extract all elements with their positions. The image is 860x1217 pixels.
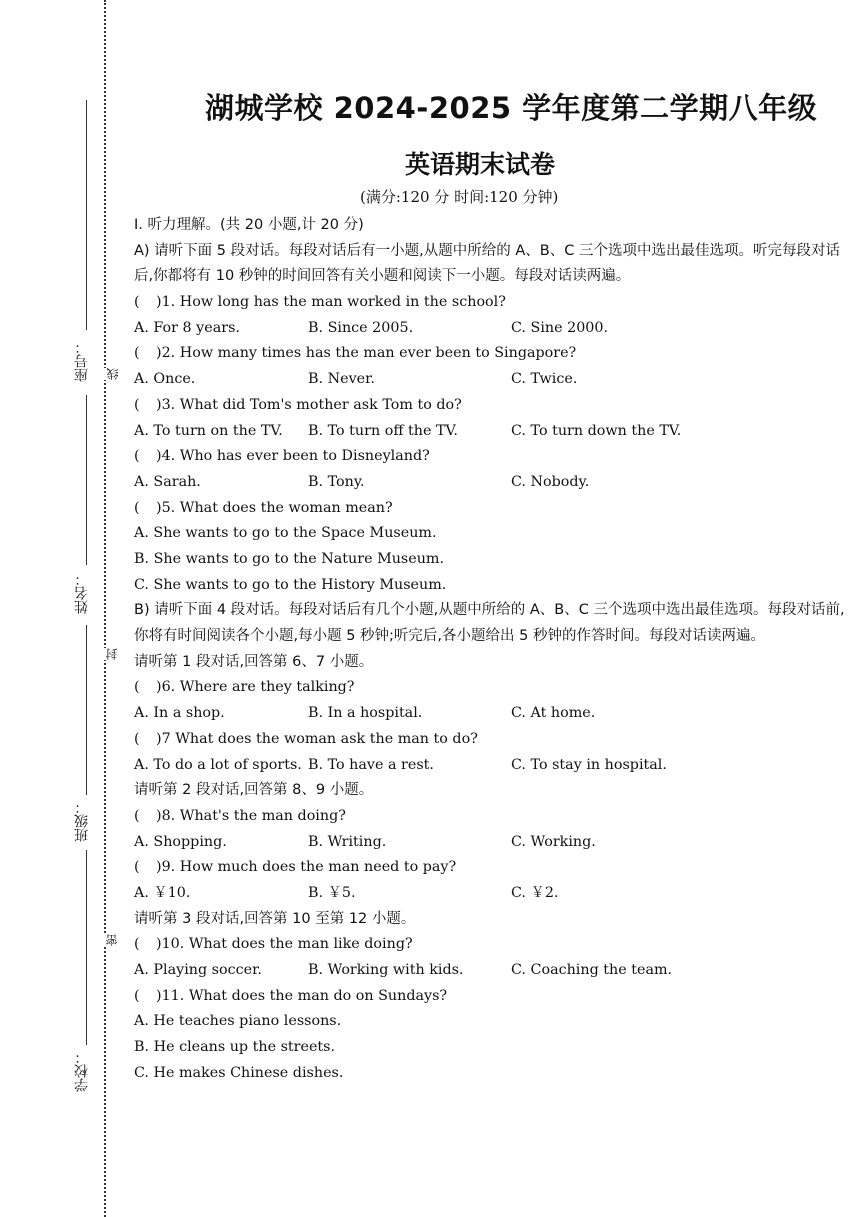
option-b: B. To turn off the TV.	[308, 422, 458, 439]
option-a: A. ￥10.	[134, 884, 191, 901]
exam-subtitle: 英语期末试卷	[405, 150, 556, 179]
school-label: 学校：	[74, 1050, 90, 1092]
options-6	[134, 701, 846, 727]
exam-content	[134, 213, 846, 1086]
question-7: ( )7 What does the woman ask the man to do?	[134, 727, 846, 753]
option-a: A. To turn on the TV.	[134, 422, 283, 439]
option-a: A. In a shop.	[134, 705, 225, 722]
question-9: ( )9. How much does the man need to pay?	[134, 855, 846, 881]
option-c: C. He makes Chinese dishes.	[134, 1064, 344, 1081]
option-c: C. She wants to go to the History Museum.	[134, 576, 447, 593]
answer-bracket[interactable]: (	[134, 448, 140, 465]
school-underline	[86, 850, 87, 1045]
options-3	[134, 419, 846, 445]
option-c: C. To turn down the TV.	[511, 422, 682, 439]
option-c: C. At home.	[511, 705, 596, 722]
answer-bracket[interactable]: (	[134, 499, 140, 516]
seat-label: 座号：	[74, 340, 90, 382]
option-a: A. Shopping.	[134, 833, 227, 850]
options-7	[134, 753, 846, 779]
answer-bracket[interactable]: (	[134, 936, 140, 953]
question-stem: 11. What does the man do on Sundays?	[161, 987, 448, 1004]
question-stem: 6. Where are they talking?	[161, 679, 355, 696]
dialog-3-instruction: 请听第 3 段对话,回答第 10 至第 12 小题。	[134, 910, 416, 927]
option-b: B. In a hospital.	[308, 705, 423, 722]
question-stem: 10. What does the man like doing?	[161, 936, 413, 953]
section-heading: I. 听力理解。(共 20 小题,计 20 分)	[134, 217, 364, 233]
seal-char-secret: 密	[105, 934, 119, 946]
class-label: 班级：	[74, 800, 90, 842]
question-stem: 9. How much does the man need to pay?	[161, 859, 457, 876]
answer-bracket[interactable]: (	[134, 807, 140, 824]
option-c: C. Working.	[511, 833, 596, 850]
dialog-1-instruction: 请听第 1 段对话,回答第 6、7 小题。	[134, 653, 374, 670]
option-a: A. Once.	[134, 371, 196, 388]
name-label: 姓名：	[74, 572, 90, 614]
options-10	[134, 958, 846, 984]
option-a: A. Sarah.	[134, 473, 201, 490]
answer-bracket[interactable]: (	[134, 679, 140, 696]
option-b: B. Tony.	[308, 473, 365, 490]
option-a: A. He teaches piano lessons.	[134, 1013, 342, 1030]
question-stem: 4. Who has ever been to Disneyland?	[161, 448, 430, 465]
question-stem: 1. How long has the man worked in the school?	[161, 294, 506, 311]
seal-char-line: 线	[106, 368, 120, 380]
option-a: A. To do a lot of sports.	[134, 756, 302, 773]
question-stem: 8. What's the man doing?	[161, 807, 346, 824]
question-stem: 7 What does the woman ask the man to do?	[161, 730, 478, 747]
answer-bracket[interactable]: (	[134, 859, 140, 876]
question-stem: 2. How many times has the man ever been to Singapore?	[161, 345, 577, 362]
options-9	[134, 881, 846, 907]
option-c: C. Coaching the team.	[511, 962, 673, 978]
option-c: C. To stay in hospital.	[511, 756, 667, 773]
options-4	[134, 470, 846, 496]
question-2: ( )2. How many times has the man ever been to Singapore?	[134, 341, 846, 367]
question-5: ( )5. What does the woman mean?	[134, 496, 846, 522]
options-1	[134, 316, 846, 342]
answer-bracket[interactable]: (	[134, 730, 140, 747]
option-c: C. ￥2.	[511, 884, 559, 901]
option-b: B. To have a rest.	[308, 756, 434, 773]
option-a: A. For 8 years.	[134, 319, 240, 336]
question-stem: 5. What does the woman mean?	[161, 499, 393, 516]
exam-title: 湖城学校 2024-2025 学年度第二学期八年级	[205, 91, 818, 125]
name-underline	[86, 395, 87, 565]
option-a: A. She wants to go to the Space Museum.	[134, 525, 437, 542]
part-a-instructions: A) 请听下面 5 段对话。每段对话后有一小题,从题中所给的 A、B、C 三个选项中选出最佳选项。听完每段对话后,你都将有 10 秒钟的时间回答有关小题和阅读下一小题。每段对话读两遍。	[134, 242, 840, 285]
options-2	[134, 367, 846, 393]
answer-bracket[interactable]: (	[134, 294, 140, 311]
binding-dotted-line	[104, 0, 106, 1217]
question-stem: 3. What did Tom's mother ask Tom to do?	[161, 396, 462, 413]
option-b: B. Writing.	[308, 833, 387, 850]
question-1: ( )1. How long has the man worked in the school?	[134, 290, 846, 316]
seal-char-seal: 封	[105, 648, 119, 660]
option-b: B. She wants to go to the Nature Museum.	[134, 550, 445, 567]
options-8	[134, 830, 846, 856]
question-8: ( )8. What's the man doing?	[134, 804, 846, 830]
option-c: C. Nobody.	[511, 473, 590, 490]
seat-underline	[86, 100, 87, 330]
option-b: B. Since 2005.	[308, 319, 414, 336]
question-4: ( )4. Who has ever been to Disneyland?	[134, 444, 846, 470]
option-b: B. ￥5.	[308, 884, 356, 901]
answer-bracket[interactable]: (	[134, 987, 140, 1004]
answer-bracket[interactable]: (	[134, 345, 140, 362]
question-6: ( )6. Where are they talking?	[134, 675, 846, 701]
option-b: B. He cleans up the streets.	[134, 1039, 336, 1056]
answer-bracket[interactable]: (	[134, 396, 140, 413]
part-b-instructions: B) 请听下面 4 段对话。每段对话后有几个小题,从题中所给的 A、B、C 三个选项中选出最佳选项。每段对话前,你将有时间阅读各个小题,每小题 5 秒钟;听完后,各小题给出 5 秒钟的作答时间。每段对话读两遍。	[134, 602, 845, 645]
score-time-info: (满分:120 分 时间:120 分钟)	[360, 188, 559, 206]
class-underline	[86, 625, 87, 795]
option-a: A. Playing soccer.	[134, 962, 262, 978]
question-3: ( )3. What did Tom's mother ask Tom to do?	[134, 393, 846, 419]
option-b: B. Working with kids.	[308, 962, 464, 978]
option-c: C. Sine 2000.	[511, 319, 609, 336]
option-b: B. Never.	[308, 371, 375, 388]
question-11: ( )11. What does the man do on Sundays?	[134, 984, 846, 1010]
question-10: ( )10. What does the man like doing?	[134, 932, 846, 958]
dialog-2-instruction: 请听第 2 段对话,回答第 8、9 小题。	[134, 782, 374, 799]
option-c: C. Twice.	[511, 371, 578, 388]
